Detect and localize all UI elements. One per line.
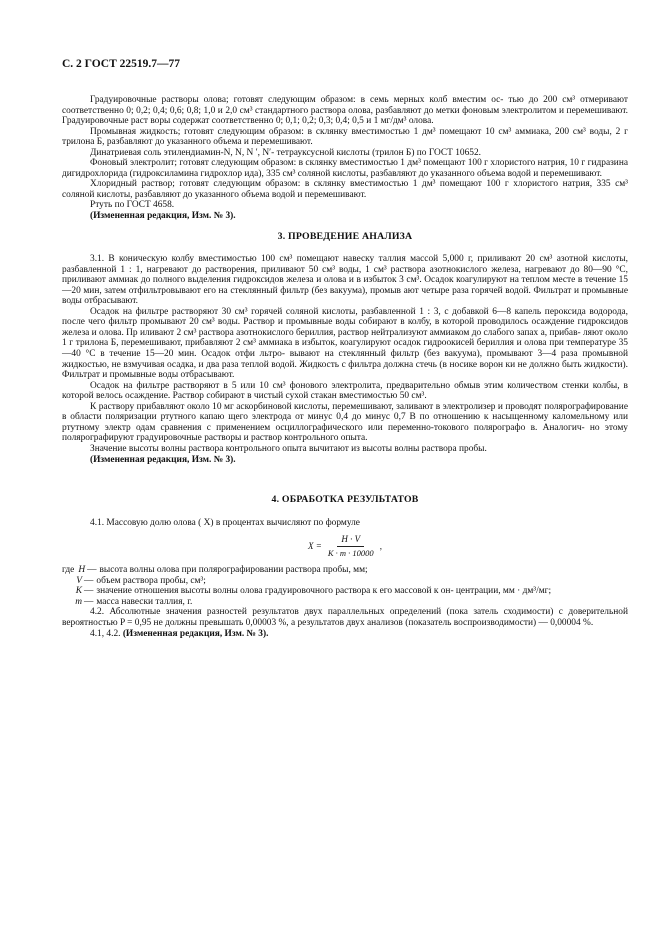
section-3-title: 3. ПРОВЕДЕНИЕ АНАЛИЗА xyxy=(277,230,413,242)
paragraph-3-5: Значение высоты волны раствора контрольного опыта вычитают из высоты волны раствора пробы. xyxy=(90,443,487,454)
where-label: где xyxy=(62,565,75,576)
amendment-clauses: 4.1, 4.2. xyxy=(90,628,121,639)
amendment-note: (Измененная редакция, Изм. № 3). xyxy=(122,628,269,639)
definition-dash: — xyxy=(87,565,97,576)
paragraph-4-1-4-2-amendment xyxy=(62,629,628,640)
formula-numerator: H · V xyxy=(337,534,364,547)
formula-lhs: X = xyxy=(308,540,322,551)
definition-dash: — xyxy=(84,586,94,597)
formula-denominator: K · m · 10000 xyxy=(327,547,374,558)
paragraph-mercury: Ртуть по ГОСТ 4658. xyxy=(90,200,175,211)
paragraph-background-electrolyte: Фоновый электролит; готовят следующим образом: в склянку вместимостью 1 дм³ помещают 100 г хлористого натрия, 10 г гидразина дигидрохлорида (гидроксиламина гидрохлор ида), 335 см³ соляной кислоты, разбавляют до указанного объема водой и перемешивают. xyxy=(62,158,628,179)
paragraph-4-2: 4.2. Абсолютные значения разностей результатов двух параллельных определений (пока затель сходимости) с доверительной вероятностью P = 0,95 не должны превышать 0,00003 %, а результатов двух анализов (показатель воспроизводимости) — 0,00004 %. xyxy=(62,607,628,628)
document-body xyxy=(62,95,628,639)
formula-tail: , xyxy=(379,540,382,551)
definition-symbol: H xyxy=(78,565,86,576)
formula-fraction xyxy=(324,534,378,558)
definition-row xyxy=(62,597,628,608)
definition-row xyxy=(62,576,628,587)
amendment-note: (Измененная редакция, Изм. № 3). xyxy=(90,211,236,222)
paragraph-wash-liquid: Промывная жидкость; готовят следующим образом: в склянку вместимостью 1 дм³ помещают 10 см³ аммиака, 200 см³ воды, 2 г трилона Б, разбавляют до указанного объема и перемешивают. xyxy=(62,126,628,148)
variable-definitions xyxy=(62,565,628,607)
paragraph-graduation-solutions: Градуировочные растворы олова; готовят следующим образом: в семь мерных колб вместим ос- тью до 200 см³ отмеривают соответственно 0; 0,2; 0,4; 0,6; 0,8; 1,0 и 2,0 см³ стандартного раствора олова, разбавляют до метки фоновым электролитом и перемешивают. Градуировочные раст воры содержат соответственно 0; 0,1; 0,2; 0,3; 0,4; 0,5 и 1 мг/дм³ олова. xyxy=(62,95,628,127)
definition-text: объем раствора пробы, см³; xyxy=(96,575,206,586)
definition-text: значение отношения высоты волны олова градуировочного раствора к его массовой к он- центрации, мм · дм³/мг; xyxy=(96,586,552,597)
paragraph-3-2: Осадок на фильтре растворяют 30 см³ горячей соляной кислоты, разбавленной 1 : 3, с добавкой 6—8 капель пероксида водорода, после чего фильтр промывают 20 см³ воды. Раствор и промывные воды собирают в колбу, в которой проводилось осаждение гидроксидов железа и олова. Пр иливают 2 см³ раствора азотнокислого бериллия, раствор нейтрализуют аммиаком до слабого запах а, прибав- ляют около 1 г трилона Б, перемешивают, прибавляют 2 см³ аммиака в избыток, коагулируют осадок гидроокисей бериллия и олова при температуре 35—40 °С в течение 15—20 мин. Осадок отфи льтро- вывают на стеклянный фильтр (без вакуума), промывают 3—4 раза промывной жидкостью, не взмучивая осадка, и два раза теплой водой. Жидкость с фильтра должна стечь (в носике ворон ки не должно быть жидкости). Фильтрат и промывные воды отбрасывают. xyxy=(62,306,628,381)
definition-dash: — xyxy=(84,596,94,607)
definition-symbol: V xyxy=(76,575,82,586)
paragraph-trilon-b: Динатриевая соль этилендиамин-N, N, N ′, N′- тетрауксусной кислоты (трилон Б) по ГОСТ 10652. xyxy=(90,147,482,158)
definition-symbol: K xyxy=(75,586,82,597)
definition-text: высота волны олова при полярографировании раствора пробы, мм; xyxy=(99,565,368,576)
formula xyxy=(62,534,628,558)
definition-text: масса навески таллия, г. xyxy=(96,596,193,607)
section-4-title: 4. ОБРАБОТКА РЕЗУЛЬТАТОВ xyxy=(271,494,419,506)
definition-dash: — xyxy=(84,575,94,586)
definition-row xyxy=(62,586,628,597)
paragraph-4-1: 4.1. Массовую долю олова ( X) в процентах вычисляют по формуле xyxy=(90,517,360,528)
definition-symbol: m xyxy=(75,596,82,607)
page-header: С. 2 ГОСТ 22519.7—77 xyxy=(62,58,181,70)
paragraph-3-4: К раствору прибавляют около 10 мг аскорбиновой кислоты, перемешивают, заливают в электролизер и проводят полярографирование в области поляризации ртутного капаю щего электрода от минус 0,4 до минус 0,7 В по отношению к насыщенному каломельному или ртутному электр одам сравнения с применением осциллографического или переменно-токового полярографо в. Аналогич- но этому полярографируют градуировочные растворы и раствор контрольного опыта. xyxy=(62,401,628,444)
amendment-note: (Измененная редакция, Изм. № 3). xyxy=(90,454,236,465)
definition-row xyxy=(62,565,628,576)
paragraph-3-3: Осадок на фильтре растворяют в 5 или 10 см³ фонового электролита, предварительно обмыв этим количеством стенки колбы, в которой велось осаждение. Раствор собирают в чистый сухой стакан вместимостью 50 см³. xyxy=(62,380,628,402)
paragraph-chloride-solution: Хлоридный раствор; готовят следующим образом: в склянку вместимостью 1 дм³ помещают 100 г хлористого натрия, 335 см³ соляной кислоты, разбавляют до указанного объема водой и перемешивают. xyxy=(62,179,628,200)
paragraph-3-1: 3.1. В коническую колбу вместимостью 100 см³ помещают навеску таллия массой 5,000 г, приливают 20 см³ азотной кислоты, разбавленной 1 : 1, нагревают до растворения, приливают 50 см³ воды, 1 см³ раствора азотнокислого железа, нагревают до 80—90 °С, приливают аммиак до полного выделения гидроксидов железа и олова и в избыток 3 см³. Осадок коагулируют на теплом месте в течение 15—20 мин, затем отфильтровывают его на стеклянный фильтр (без вакуума), промыв ают четыре раза горячей водой. Фильтрат и промывные воды отбрасывают. xyxy=(62,254,628,307)
